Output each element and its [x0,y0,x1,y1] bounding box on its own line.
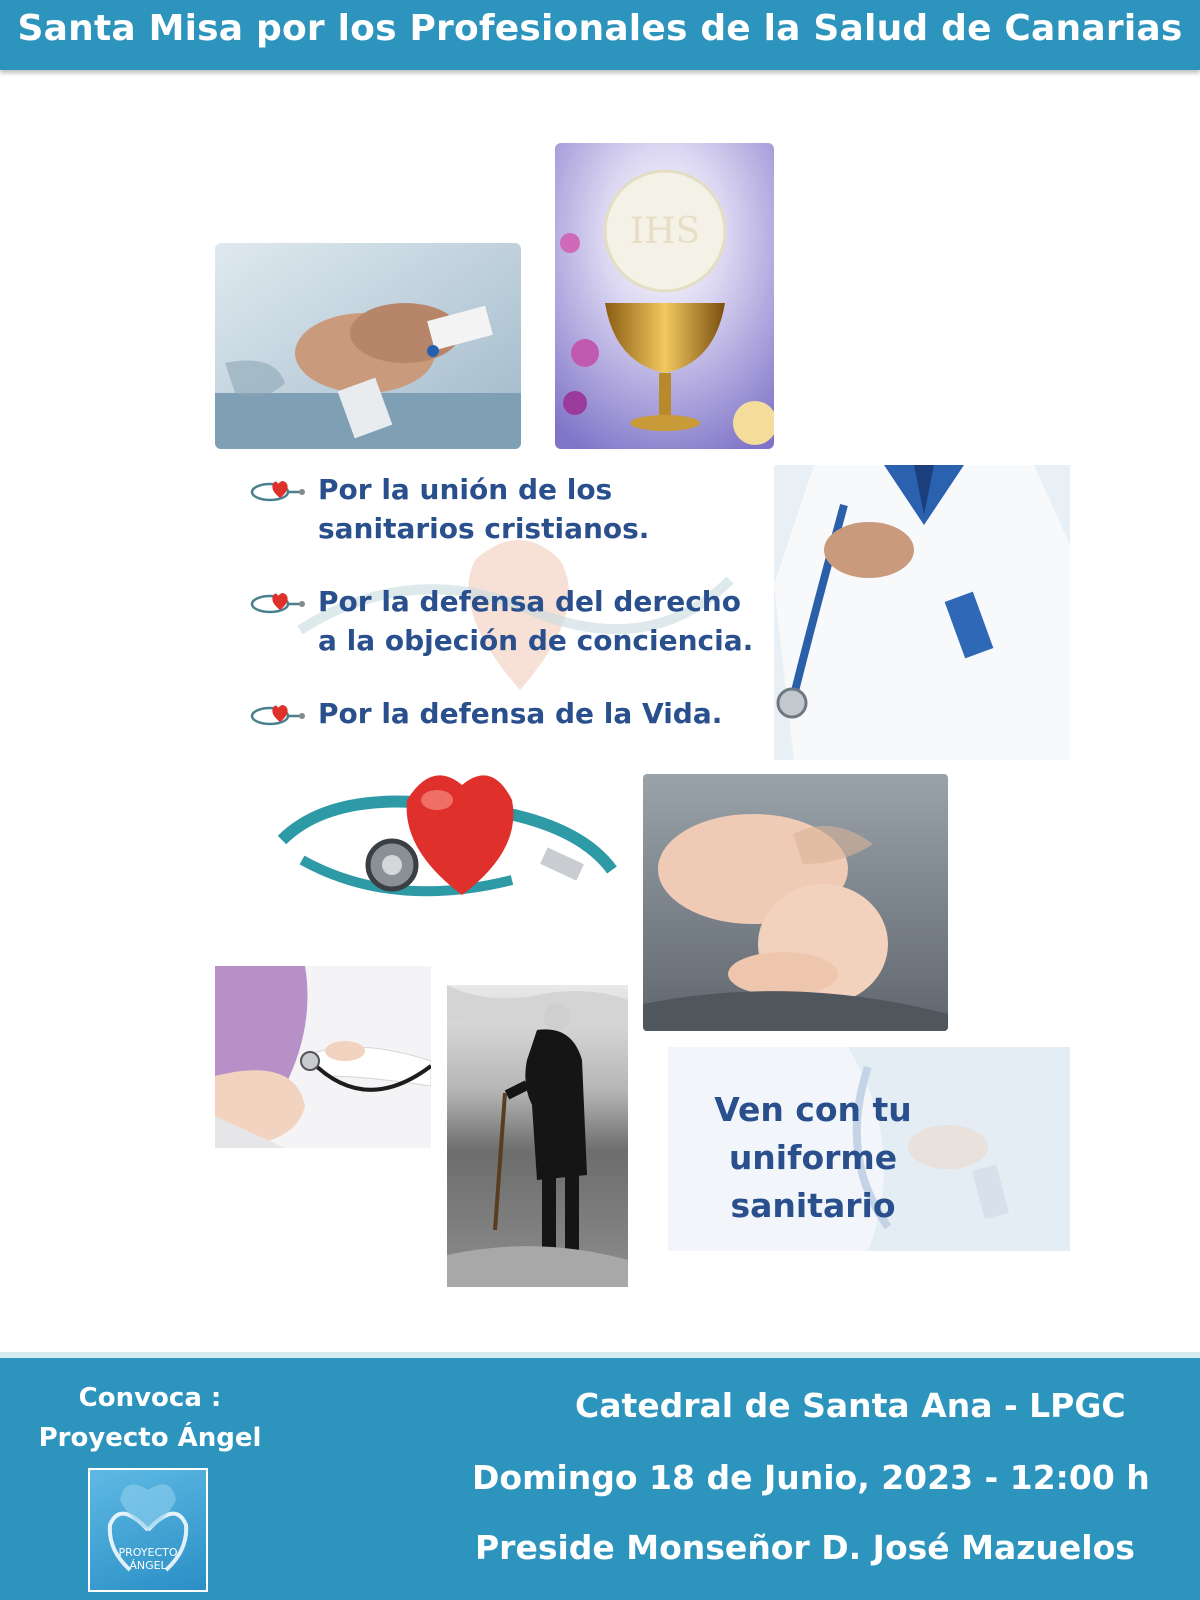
uniform-note-line: Ven con tu [714,1090,912,1129]
footer-bar [0,1358,1200,1600]
organizer-block [30,1378,270,1458]
heart-stethoscope-icon [250,476,306,504]
event-location: Catedral de Santa Ana - LPGC [575,1386,1126,1425]
host-ihs-text: IHS [629,211,701,252]
heart-stethoscope-photo [272,760,622,925]
pregnant-photo [215,966,431,1148]
event-datetime: Domingo 18 de Junio, 2023 - 12:00 h [472,1458,1150,1497]
intention-item [250,582,770,660]
uniform-note-line: sanitario [730,1186,896,1225]
heart-stethoscope-icon [250,700,306,728]
convoca-label: Convoca : [78,1383,222,1413]
heart-stethoscope-icon [250,588,306,616]
intention-line: sanitarios cristianos. [318,512,650,545]
logo-text-line: PROYECTO [118,1546,178,1559]
proyecto-angel-logo [88,1468,208,1592]
hands-photo [215,243,521,449]
intention-item [250,694,770,733]
header-bar [0,0,1200,70]
angel-wings-icon [90,1470,206,1590]
logo-text-line: ÁNGEL [129,1559,167,1572]
intention-line: Por la unión de los [318,473,613,506]
intentions-list [250,470,770,767]
baby-photo [643,774,948,1031]
organizer-name: Proyecto Ángel [38,1423,262,1453]
page-title: Santa Misa por los Profesionales de la Salud de Canarias [17,8,1183,49]
intention-line: a la objeción de conciencia. [318,624,754,657]
uniform-note [668,1086,958,1230]
intention-line: Por la defensa del derecho [318,585,741,618]
intention-line: Por la defensa de la Vida. [318,697,723,730]
event-presider: Preside Monseñor D. José Mazuelos [475,1528,1135,1567]
elderly-photo [447,985,628,1287]
uniform-note-line: uniforme [728,1138,898,1177]
eucharist-photo [555,143,774,449]
doctor-photo [774,465,1070,760]
intention-item [250,470,770,548]
logo-text [90,1546,206,1572]
